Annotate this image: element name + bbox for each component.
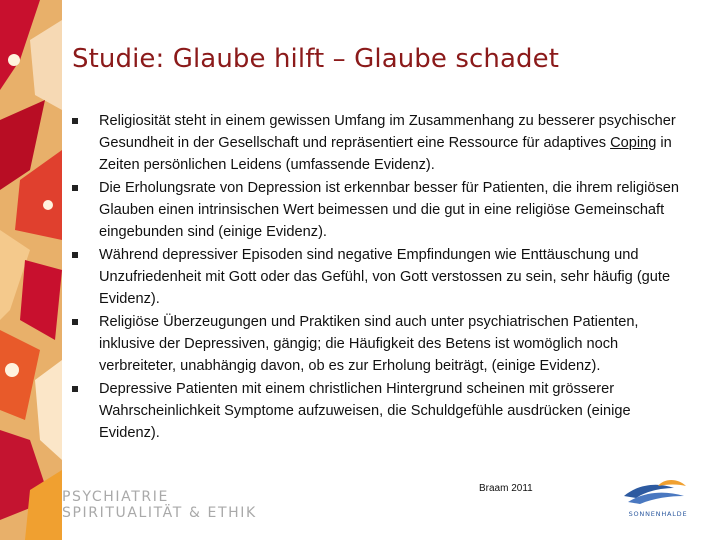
bullet-square-icon	[72, 118, 78, 124]
bullet-text: Depressive Patienten mit einem christlichen Hintergrund scheinen mit grösserer Wahrscheinlichkeit Symptome aufzuweisen, die Schuldgefühle ausdrücken (einige Evidenz).	[99, 381, 631, 441]
bullet-text: Religiöse Überzeugungen und Praktiken sind auch unter psychiatrischen Patienten, inklusive der Depressiven, gängig; die Häufigkeit des Betens ist womöglich noch verbreiteter, unabhängig davon, ob es zur Erholung beiträgt, (einige Evidenz).	[99, 314, 639, 374]
bullet-text: Die Erholungsrate von Depression ist erkennbar besser für Patienten, die ihrem religiösen Glauben einen intrinsischen Wert beimessen und die gut in eine religiöse Gemeinschaft eingebunden sind (einige Evidenz).	[99, 180, 680, 240]
bullet-square-icon	[72, 319, 78, 325]
bullet-text: Während depressiver Episoden sind negative Empfindungen wie Enttäuschung und Unzufriedenheit mit Gott oder das Gefühl, von Gott verstossen zu sein, sehr häufig (gute Evidenz).	[99, 247, 671, 307]
bullet-list	[72, 110, 692, 445]
logo-line-2: SPIRITUALITÄT & ETHIK	[62, 505, 257, 521]
sonnenhalde-logo-label: SONNENHALDE	[628, 510, 688, 518]
bullet-text-end: in Zeiten persönlichen Leidens (umfassende Evidenz).	[99, 135, 672, 173]
bullet-item	[72, 311, 692, 377]
bullet-square-icon	[72, 252, 78, 258]
bullet-square-icon	[72, 386, 78, 392]
bullet-item	[72, 244, 692, 310]
bullet-item	[72, 177, 692, 243]
source-citation: Braam 2011	[479, 483, 533, 494]
bullet-text-start: Religiosität steht in einem gewissen Umfang im Zusammenhang zu besserer psychischer Gesundheit in der Gesellschaft und repräsentiert eine Ressource für adaptives	[99, 113, 676, 151]
bullet-item	[72, 378, 692, 444]
logo-line-1: PSYCHIATRIE	[62, 489, 169, 505]
bullet-square-icon	[72, 185, 78, 191]
bullet-item	[72, 110, 692, 176]
psychiatrie-logo	[62, 489, 257, 521]
bullet-underlined-term: Coping	[610, 135, 657, 151]
decorative-side-image	[0, 0, 62, 540]
sonnenhalde-logo-icon	[618, 476, 698, 526]
slide-title: Studie: Glaube hilft – Glaube schadet	[72, 44, 560, 74]
